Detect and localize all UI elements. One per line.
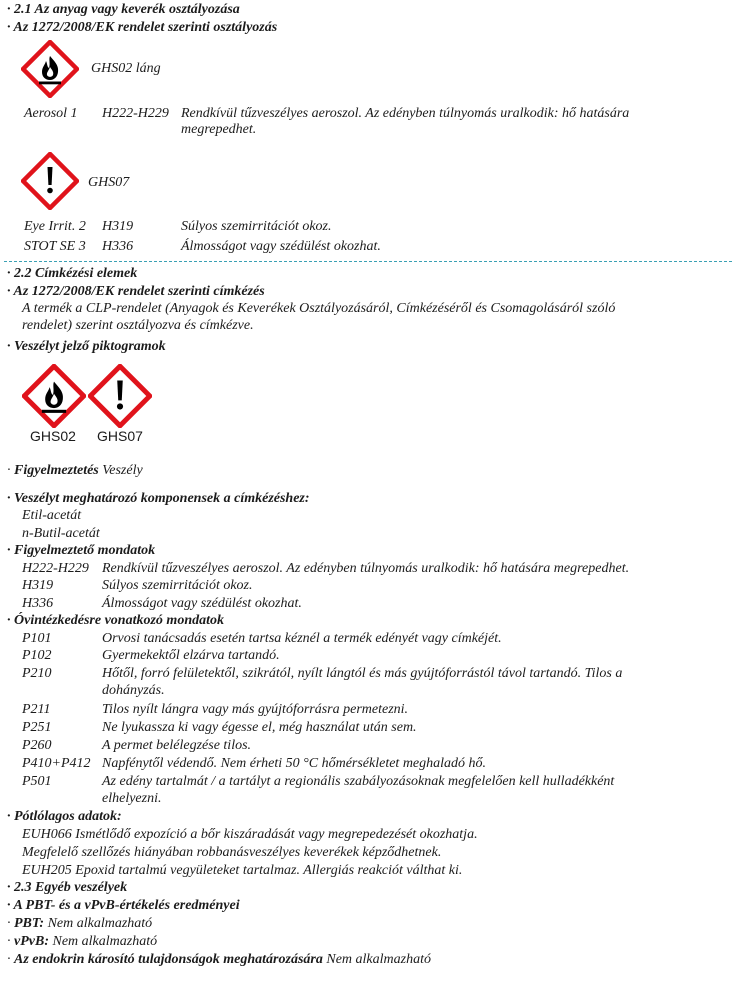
bullet: ·: [7, 491, 11, 506]
p-statement-text-cont: dohányzás.: [102, 683, 165, 698]
bullet: ·: [7, 266, 11, 281]
p-statement-code: P101: [22, 631, 52, 646]
vpvb-value: Nem alkalmazható: [52, 934, 158, 949]
labelling-regulation-title: Az 1272/2008/EK rendelet szerinti címkézés: [13, 284, 265, 299]
vpvb-row: [7, 934, 157, 950]
stot-class: STOT SE 3: [24, 239, 86, 254]
additional-info-line: EUH205 Epoxid tartalmú vegyületeket tartalmaz. Allergiás reakciót válthat ki.: [22, 863, 463, 878]
h-statement-code: H319: [22, 578, 54, 593]
eye-irrit-class: Eye Irrit. 2: [24, 219, 86, 234]
additional-info-line: Megfelelő szellőzés hiányában robbanásveszélyes keverékek képződhetnek.: [22, 845, 442, 860]
bullet: ·: [7, 284, 11, 299]
endocrine-value: Nem alkalmazható: [326, 952, 431, 967]
components-title: Veszélyt meghatározó komponensek a címkézéshez:: [14, 491, 310, 506]
additional-info-line: EUH066 Ismétlődő expozíció a bőr kiszáradását vagy megrepedezését okozhatja.: [22, 827, 478, 842]
endocrine-row: [7, 952, 431, 968]
additional-info-heading: [7, 809, 122, 825]
aerosol-statement-line-2: megrepedhet.: [181, 122, 257, 137]
labelling-regulation-heading: [7, 284, 265, 300]
pictogram-title: Veszélyt jelző piktogramok: [14, 339, 166, 354]
signal-word-row: [7, 463, 143, 479]
p-statement-code: P410+P412: [22, 756, 91, 771]
aerosol-class: Aerosol 1: [24, 106, 78, 121]
additional-info-title: Pótlólagos adatok:: [14, 809, 122, 824]
stot-code: H336: [102, 239, 134, 254]
ghs07-label: GHS07: [88, 175, 130, 190]
h-statement-text: Álmosságot vagy szédülést okozhat.: [102, 596, 302, 611]
signal-word-label: Figyelmeztetés: [14, 463, 99, 478]
bullet: ·: [7, 916, 11, 931]
endocrine-label: Az endokrin károsító tulajdonságok meghatározására: [14, 952, 323, 967]
label-ghs02-flame-icon: [22, 364, 86, 428]
section-2-3-heading: [7, 880, 127, 896]
aerosol-statement-line-1: Rendkívül tűzveszélyes aeroszol. Az edényben túlnyomás uralkodik: hő hatására: [181, 106, 630, 121]
component-item: n-Butil-acetát: [22, 526, 100, 541]
stot-text: Álmosságot vagy szédülést okozhat.: [181, 239, 381, 254]
h-statement-text: Súlyos szemirritációt okoz.: [102, 578, 253, 593]
vpvb-label: vPvB:: [14, 934, 49, 949]
ghs02-label: GHS02 láng: [91, 61, 161, 76]
precautionary-title: Óvintézkedésre vonatkozó mondatok: [14, 613, 224, 628]
h-statement-code: H222-H229: [22, 561, 89, 576]
p-statement-code: P501: [22, 774, 52, 789]
bullet: ·: [7, 339, 11, 354]
p-statement-text-cont: elhelyezni.: [102, 791, 162, 806]
p-statement-text: A permet belélegzése tilos.: [102, 738, 252, 753]
section-divider: [4, 261, 732, 262]
bullet: ·: [7, 809, 11, 824]
pictogram-caption-ghs07: GHS07: [97, 428, 143, 444]
label-ghs07-exclamation-icon: [88, 364, 152, 428]
p-statement-code: P102: [22, 648, 52, 663]
bullet: ·: [7, 463, 11, 478]
bullet: ·: [7, 613, 11, 628]
h-statement-text: Rendkívül tűzveszélyes aeroszol. Az edényben túlnyomás uralkodik: hő hatására megrepedhet.: [102, 561, 630, 576]
pbt-assessment-heading: [7, 898, 240, 914]
classification-regulation-heading: [7, 20, 277, 36]
section-2-2-title: 2.2 Címkézési elemek: [14, 266, 138, 281]
clp-intro-line-2: rendelet) szerint osztályozva és címkézve.: [22, 318, 254, 333]
bullet: ·: [7, 2, 11, 17]
p-statement-text: Napfénytől védendő. Nem érheti 50 °C hőmérsékletet meghaladó hő.: [102, 756, 487, 771]
pbt-label: PBT:: [14, 916, 45, 931]
p-statement-code: P211: [22, 702, 51, 717]
hazard-statements-heading: [7, 543, 155, 559]
bullet: ·: [7, 880, 11, 895]
p-statement-code: P260: [22, 738, 52, 753]
h-statement-code: H336: [22, 596, 54, 611]
p-statement-text: Az edény tartalmát / a tartályt a regionális szabályozásoknak megfelelően kell hulladékként: [102, 774, 615, 789]
p-statement-code: P251: [22, 720, 52, 735]
aerosol-codes: H222-H229: [102, 106, 169, 121]
bullet: ·: [7, 20, 11, 35]
p-statement-text: Orvosi tanácsadás esetén tartsa kéznél a termék edényét vagy címkéjét.: [102, 631, 502, 646]
eye-irrit-text: Súlyos szemirritációt okoz.: [181, 219, 332, 234]
p-statement-text: Ne lyukassza ki vagy égesse el, még használat után sem.: [102, 720, 417, 735]
p-statement-text: Gyermekektől elzárva tartandó.: [102, 648, 280, 663]
pictogram-heading: [7, 339, 166, 355]
section-2-2-heading: [7, 266, 137, 282]
bullet: ·: [7, 898, 11, 913]
section-2-1-heading: [7, 2, 240, 18]
ghs02-flame-icon: [21, 40, 79, 98]
bullet: ·: [7, 543, 11, 558]
bullet: ·: [7, 952, 11, 967]
section-2-3-title: 2.3 Egyéb veszélyek: [14, 880, 128, 895]
classification-regulation-title: Az 1272/2008/EK rendelet szerinti osztályozás: [13, 20, 278, 35]
pbt-value: Nem alkalmazható: [47, 916, 153, 931]
p-statement-text: Tilos nyílt lángra vagy más gyújtóforrásra permetezni.: [102, 702, 409, 717]
pbt-assessment-title: A PBT- és a vPvB-értékelés eredményei: [13, 898, 240, 913]
bullet: ·: [7, 934, 11, 949]
p-statement-code: P210: [22, 666, 52, 681]
clp-intro-line-1: A termék a CLP-rendelet (Anyagok és Keverékek Osztályozásáról, Címkézéséről és Csomagolásáról szóló: [22, 301, 616, 316]
pbt-row: [7, 916, 152, 932]
ghs07-exclamation-icon: [21, 152, 79, 210]
components-heading: [7, 491, 310, 507]
precautionary-heading: [7, 613, 224, 629]
hazard-statements-title: Figyelmeztető mondatok: [14, 543, 156, 558]
component-item: Etil-acetát: [22, 508, 82, 523]
pictogram-caption-ghs02: GHS02: [30, 428, 76, 444]
section-2-1-title: 2.1 Az anyag vagy keverék osztályozása: [14, 2, 240, 17]
p-statement-text: Hőtől, forró felületektől, szikrától, nyílt lángtól és más gyújtóforrástól távol tartandó. Tilos a: [102, 666, 623, 681]
eye-irrit-code: H319: [102, 219, 134, 234]
signal-word-value: Veszély: [102, 463, 143, 478]
